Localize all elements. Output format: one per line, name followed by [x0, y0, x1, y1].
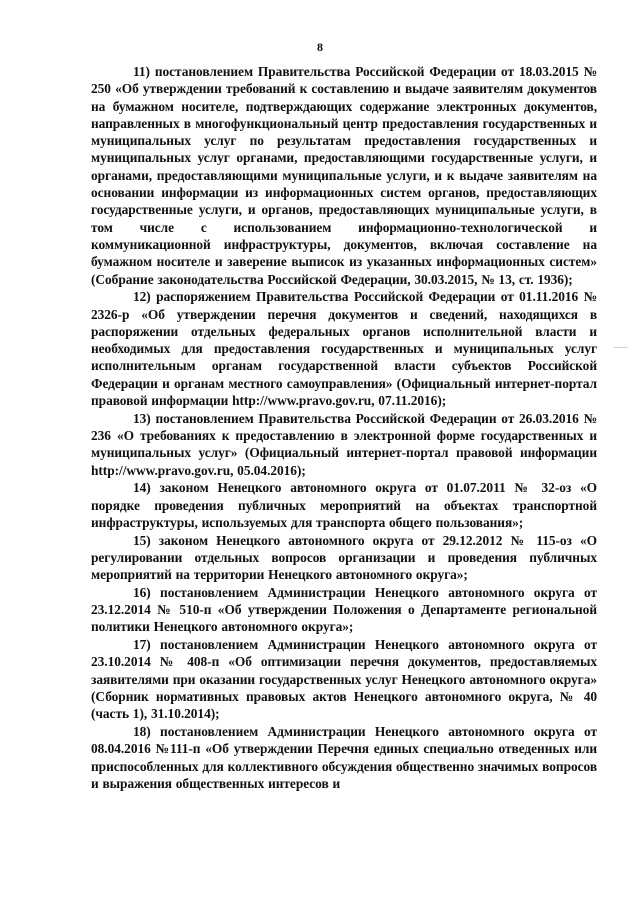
- paragraph-item-15: 15) законом Ненецкого автономного округа от 29.12.2012 № 115-оз «О регулировании отдельных вопросов организации и проведения публичных мероприятий на территории Ненецкого автономного округа»;: [91, 532, 597, 583]
- paragraph-item-17: 17) постановлением Администрации Ненецкого автономного округа от 23.10.2014 № 408-п «Об оптимизации перечня документов, предоставляемых заявителями при оказании государственных услуг Ненецкого автономного округа» (Сборник нормативных правовых актов Ненецкого автономного округа, № 40 (часть 1), 31.10.2014);: [91, 637, 597, 722]
- paragraph-item-13: 13) постановлением Правительства Российской Федерации от 26.03.2016 № 236 «О требованиях к предоставлению в электронной форме государственных и муниципальных услуг» (Официальный интернет-портал правовой информации http://www.pravo.gov.ru, 05.04.2016);: [91, 410, 597, 478]
- paragraph-item-18: 18) постановлением Администрации Ненецкого автономного округа от 08.04.2016 №111-п «Об утверждении Перечня единых специально отведенных или приспособленных для коллективного обсуждения общественно значимых вопросов и выражения общественных интересов и: [91, 724, 597, 791]
- paragraph-item-14: 14) законом Ненецкого автономного округа от 01.07.2011 № 32-оз «О порядке проведения публичных мероприятий на объектах транспортной инфраструктуры, используемых для транспорта общего пользования»;: [91, 480, 597, 530]
- paragraph-item-11: 11) постановлением Правительства Российской Федерации от 18.03.2015 № 250 «Об утверждении требований к составлению и выдаче заявителям документов на бумажном носителе, подтверждающих содержание электронных документов, направленных в многофункциональный центр предоставления государственных и муниципальных услуг по результатам предоставления государственных и муниципальных услуг органами, предоставляющими государственные услуги, и органами, предоставляющими муниципальные услуги, и к выдаче заявителям на основании информации из информационных систем органов, предоставляющих государственные услуги, и органов, предоставляющих муниципальные услуги, в том числе с использованием информационно-технологической и коммуникационной инфраструктуры, документов, включая составление на бумажном носителе и заверение выписок из указанных информационных систем» (Собрание законодательства Российской Федерации, 30.03.2015, № 13, ст. 1936);: [91, 64, 597, 287]
- scan-margin-mark: [614, 347, 628, 348]
- paragraph-item-16: 16) постановлением Администрации Ненецкого автономного округа от 23.12.2014 № 510-п «Об утверждении Положения о Департаменте региональной политики Ненецкого автономного округа»;: [91, 584, 597, 635]
- paragraph-item-12: 12) распоряжением Правительства Российской Федерации от 01.11.2016 № 2326-р «Об утверждении перечня документов и сведений, находящихся в распоряжении отдельных федеральных органов исполнительной власти и необходимых для предоставления государственных и муниципальных услуг исполнительным органам государственной власти субъектов Российской Федерации и органам местного самоуправления» (Официальный интернет-портал правовой информации http://www.pravo.gov.ru, 07.11.2016);: [91, 289, 597, 409]
- document-body: [91, 63, 597, 792]
- page-number: 8: [317, 40, 323, 54]
